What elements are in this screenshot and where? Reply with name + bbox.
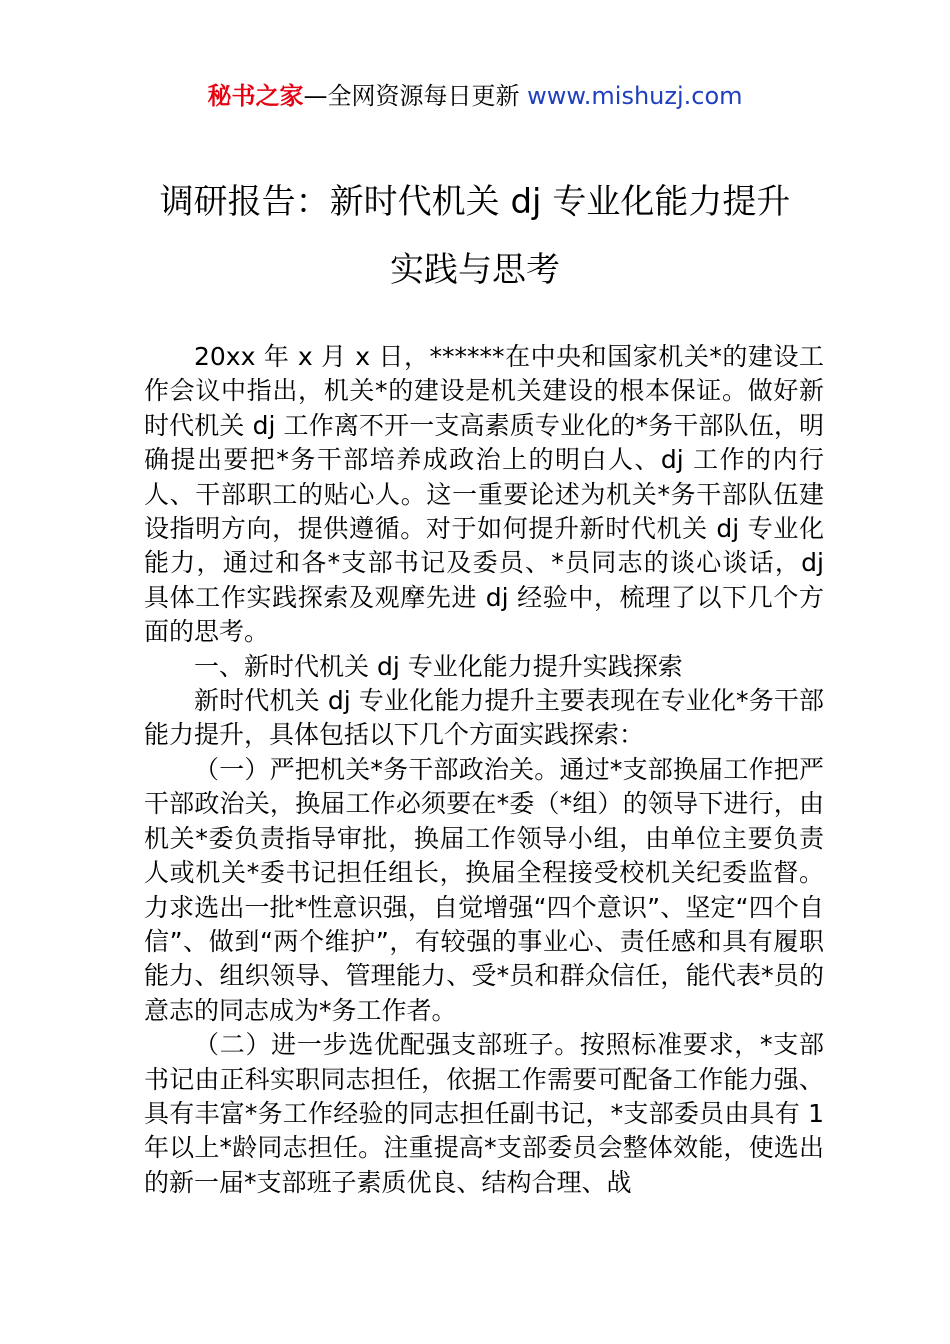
document-title-line-2: 实践与思考: [390, 250, 560, 290]
section-heading: 一、新时代机关 dj 专业化能力提升实践探索: [194, 651, 683, 681]
document-title-line-1: 调研报告：新时代机关 dj 专业化能力提升: [159, 182, 791, 222]
subsection-2-paragraph: （二）进一步选优配强支部班子。按照标准要求，*支部书记由正科实职同志担任，依据工作需要可配备工作能力强、具有丰富*务工作经验的同志担任副书记，*支部委员由具有 1 年以上*龄同志担任。注重提高*支部委员会整体效能，使选出的新一届*支部班子素质优良、结构合理、战: [144, 1030, 824, 1197]
intro-paragraph: 20xx 年 x 月 x 日，******在中央和国家机关*的建设工作会议中指出，机关*的建设是机关建设的根本保证。做好新时代机关 dj 工作离不开一支高素质专业化的*务干部队伍，明确提出要把*务干部培养成政治上的明白人、dj 工作的内行人、干部职工的贴心人。这一重要论述为机关*务干部队伍建设指明方向，提供遵循。对于如何提升新时代机关 dj 专业化能力，通过和各*支部书记及委员、*员同志的谈心谈话，dj 具体工作实践探索及观摩先进 dj 经验中，梳理了以下几个方面的思考。: [144, 342, 824, 647]
section-intro-paragraph: 新时代机关 dj 专业化能力提升主要表现在专业化*务干部能力提升，具体包括以下几个方面实践探索：: [144, 686, 824, 750]
site-url-link[interactable]: www.mishuzj.com: [527, 82, 743, 110]
site-brand: 秘书之家: [207, 82, 304, 110]
site-tagline: —全网资源每日更新: [303, 82, 520, 110]
subsection-1-paragraph: （一）严把机关*务干部政治关。通过*支部换届工作把严干部政治关，换届工作必须要在*委（*组）的领导下进行，由机关*委负责指导审批，换届工作领导小组，由单位主要负责人或机关*委书记担任组长，换届全程接受校机关纪委监督。力求选出一批*性意识强，自觉增强“四个意识”、坚定“四个自信”、做到“两个维护”，有较强的事业心、责任感和具有履职能力、组织领导、管理能力、受*员和群众信任，能代表*员的意志的同志成为*务工作者。: [144, 754, 824, 1025]
site-header: [0, 80, 950, 112]
document-body: [144, 340, 824, 1200]
